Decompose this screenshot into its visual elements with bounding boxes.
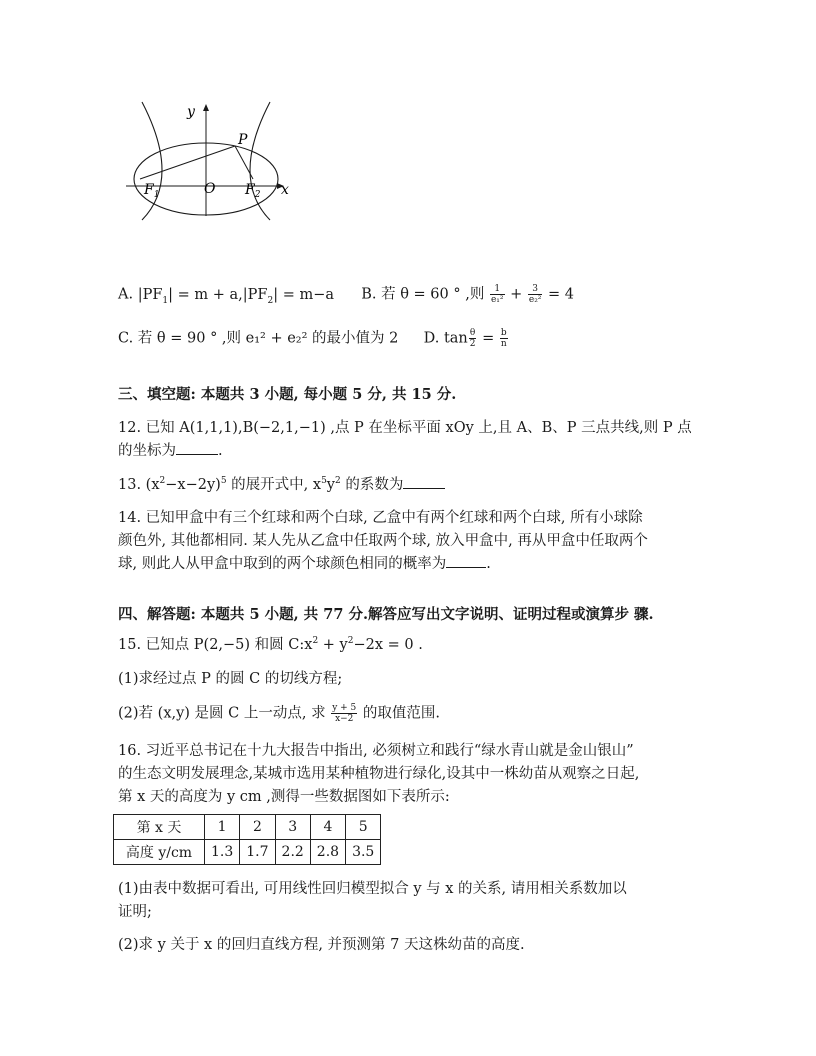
option-d-label: D. bbox=[423, 330, 444, 347]
label-x: x bbox=[281, 182, 289, 198]
option-a-label: A. bbox=[118, 286, 138, 303]
table-cell: 2.8 bbox=[310, 840, 345, 865]
q12-line1: 12. 已知 A(1,1,1),B(−2,1,−1) ,点 P 在坐标平面 xOy 上,且 A、B、P 三点共线,则 P 点 bbox=[118, 420, 692, 436]
table-cell: 高度 y/cm bbox=[114, 840, 205, 865]
table-cell: 1.3 bbox=[205, 840, 240, 865]
q16-line2: 的生态文明发展理念,某城市选用某种植物进行绿化,设其中一株幼苗从观察之日起, bbox=[118, 766, 640, 782]
section-3-heading: 三、填空题: 本题共 3 小题, 每小题 5 分, 共 15 分. bbox=[118, 386, 457, 403]
table-cell: 3 bbox=[275, 815, 310, 840]
table-cell: 1.7 bbox=[240, 840, 275, 865]
table-row bbox=[114, 840, 381, 865]
q11-options-ab bbox=[118, 284, 574, 305]
q16-data-table bbox=[113, 814, 381, 865]
q12-answer-blank[interactable] bbox=[176, 440, 218, 455]
table-cell: 1 bbox=[205, 815, 240, 840]
option-c-theta: θ = 90 ° bbox=[156, 330, 218, 347]
label-o: O bbox=[204, 181, 216, 197]
option-b-plus: + bbox=[505, 286, 527, 303]
q16-part1-line2: 证明; bbox=[118, 904, 152, 920]
q14-answer-blank[interactable] bbox=[446, 553, 486, 568]
table-cell: 第 x 天 bbox=[114, 815, 205, 840]
q13-expression: $(x^2-x-2y)^5$ bbox=[145, 476, 227, 493]
y-axis-arrow bbox=[203, 104, 209, 111]
option-b-eq: = 4 bbox=[543, 286, 575, 303]
option-d-tan: tan bbox=[443, 330, 468, 347]
q16-line3: 第 x 天的高度为 y cm ,测得一些数据图如下表所示: bbox=[118, 789, 450, 805]
q11-options-cd bbox=[118, 328, 509, 349]
table-cell: 5 bbox=[346, 815, 381, 840]
q15-part1: (1)求经过点 P 的圆 C 的切线方程; bbox=[118, 671, 343, 687]
q16-line1: 16. 习近平总书记在十九大报告中指出, 必须树立和践行“绿水青山就是金山银山” bbox=[118, 743, 634, 759]
q15-point-p: P(2,−5) bbox=[193, 637, 251, 653]
section-4-heading: 四、解答题: 本题共 5 小题, 共 77 分.解答应写出文字说明、证明过程或演算步 骤. bbox=[118, 606, 654, 623]
q14-line1: 14. 已知甲盒中有三个红球和两个白球, 乙盒中有两个红球和两个白球, 所有小球除 bbox=[118, 510, 643, 526]
question-16 bbox=[118, 740, 700, 809]
question-12 bbox=[118, 417, 700, 463]
table-cell: 2.2 bbox=[275, 840, 310, 865]
label-f2: $F_2$ bbox=[245, 182, 261, 200]
option-c-text2: 的最小值为 2 bbox=[307, 330, 399, 347]
q16-part1 bbox=[118, 878, 700, 924]
option-c-math: e₁² + e₂² bbox=[245, 330, 308, 347]
table-cell: 3.5 bbox=[346, 840, 381, 865]
option-c-label: C. 若 bbox=[118, 330, 157, 347]
q13-text1: 的展开式中, x bbox=[226, 477, 322, 493]
option-b-text: ,则 bbox=[460, 286, 489, 303]
option-b-label: B. 若 bbox=[361, 286, 401, 303]
label-p: P bbox=[238, 132, 248, 148]
q16-part2: (2)求 y 关于 x 的回归直线方程, 并预测第 7 天这株幼苗的高度. bbox=[118, 937, 525, 953]
label-y: y bbox=[187, 104, 195, 120]
q15-fraction: $\frac{y + 5}{x-2}$ bbox=[332, 703, 357, 724]
table-cell: 4 bbox=[310, 815, 345, 840]
q13-text3: 的系数为 bbox=[340, 477, 404, 493]
option-d-eq: = bbox=[477, 330, 499, 347]
option-a-math: $|PF_1| = m + a,|PF_2| = m-a$ bbox=[137, 286, 334, 306]
conic-figure bbox=[120, 98, 300, 223]
q15-line1: 15. 已知点 P(2,−5) 和圆 $C:x^2 + y^2-2x = 0$ . bbox=[118, 636, 423, 653]
q15-part2: (2)若 (x,y) 是圆 C 上一动点, 求 $\frac{y + 5}{x-2}$ 的取值范围. bbox=[118, 703, 440, 724]
q13-answer-blank[interactable] bbox=[403, 474, 445, 489]
option-d-bn-frac: $\frac{b}{n}$ bbox=[500, 328, 507, 349]
segment-f1-p bbox=[140, 146, 235, 179]
q15-circle-eq: $C:x^2 + y^2-2x = 0$ bbox=[288, 636, 414, 653]
table-cell: 2 bbox=[240, 815, 275, 840]
question-14 bbox=[118, 507, 700, 576]
option-b-theta: θ = 60 ° bbox=[400, 286, 461, 303]
q16-part1-line1: (1)由表中数据可看出, 可用线性回归模型拟合 y 与 x 的关系, 请用相关系数加以 bbox=[118, 881, 627, 897]
option-b-frac2: $\frac{3}{\text{e₂²}}$ bbox=[528, 284, 542, 305]
table-row bbox=[114, 815, 381, 840]
option-c-text1: ,则 bbox=[217, 330, 246, 347]
option-d-theta-frac: $\frac{\theta}{2}$ bbox=[469, 328, 476, 349]
question-13: 13. $(x^2-x-2y)^5$ 的展开式中, $x^5y^2$ 的系数为 bbox=[118, 474, 445, 495]
q14-line3: 球, 则此人从甲盒中取到的两个球颜色相同的概率为 . bbox=[118, 553, 700, 576]
q12-line2: 的坐标为 . bbox=[118, 440, 700, 463]
option-b-frac1: $\frac{1}{\text{e₁²}}$ bbox=[490, 284, 504, 305]
q14-line2: 颜色外, 其他都相同. 某人先从乙盒中任取两个球, 放入甲盒中, 再从甲盒中任取两个 bbox=[118, 533, 648, 549]
label-f1: $F_1$ bbox=[144, 182, 160, 200]
